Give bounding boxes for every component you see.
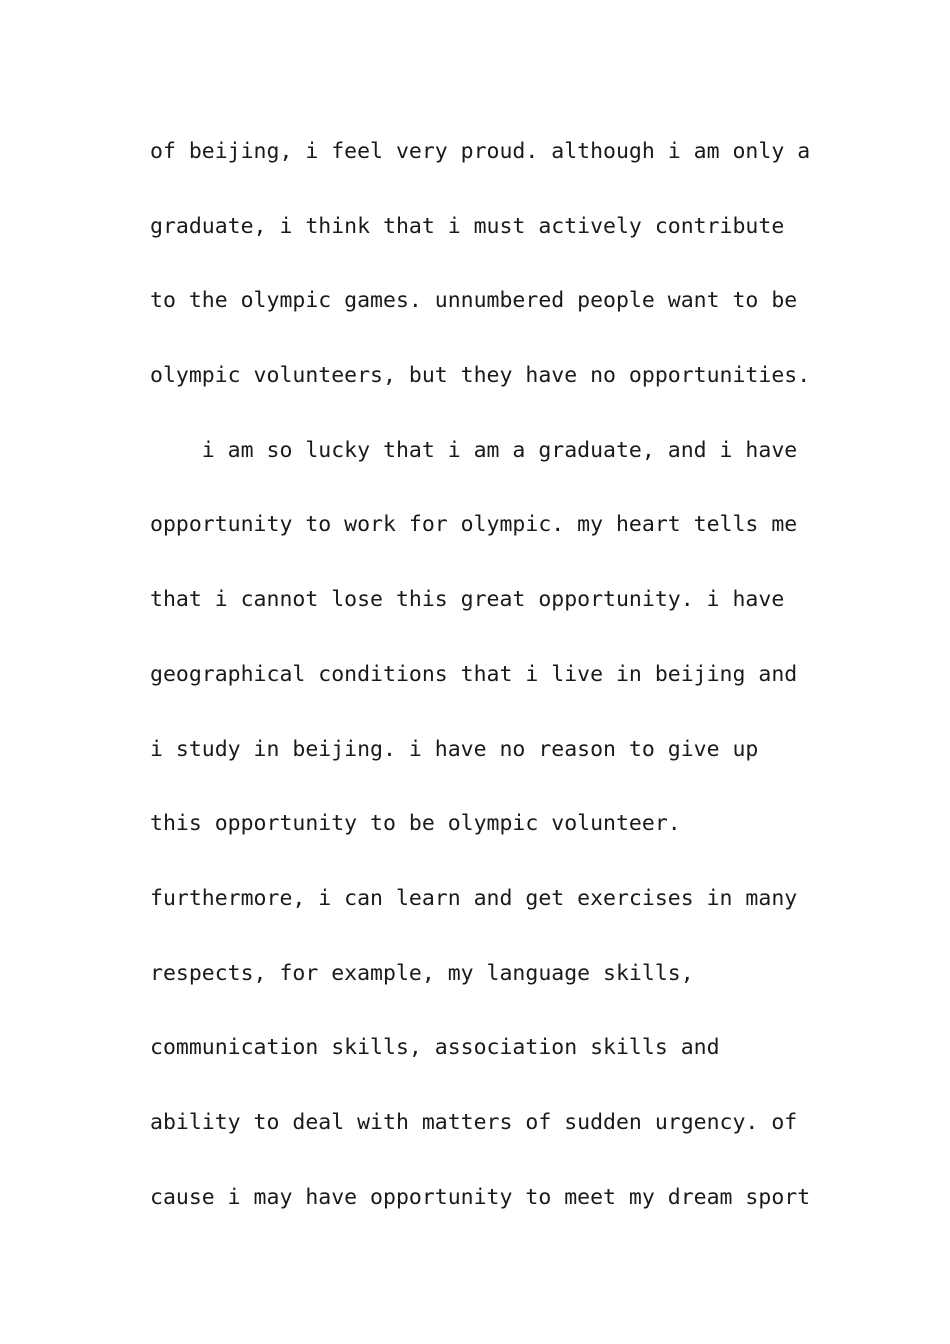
text-line: to the olympic games. unnumbered people want to be (150, 288, 798, 314)
body-text (150, 133, 830, 1253)
text-line: this opportunity to be olympic volunteer. (150, 811, 681, 837)
text-line: of beijing, i feel very proud. although i am only a (150, 139, 811, 164)
text-line: respects, for example, my language skills, (150, 960, 694, 986)
text-line: olympic volunteers, but they have no opportunities. (150, 363, 811, 389)
text-line: cause i may have opportunity to meet my dream sport (150, 1184, 811, 1210)
text-line: opportunity to work for olympic. my heart tells me (150, 512, 798, 538)
text-line: graduate, i think that i must actively contribute (150, 213, 785, 239)
text-line: ability to deal with matters of sudden urgency. of (150, 1109, 798, 1135)
text-line: geographical conditions that i live in beijing and (150, 661, 798, 687)
text-line: communication skills, association skills and (150, 1035, 720, 1061)
text-line: i am so lucky that i am a graduate, and i have (150, 437, 798, 463)
text-line: that i cannot lose this great opportunity. i have (150, 587, 785, 613)
text-line: furthermore, i can learn and get exercises in many (150, 885, 798, 911)
text-line: i study in beijing. i have no reason to give up (150, 736, 759, 762)
